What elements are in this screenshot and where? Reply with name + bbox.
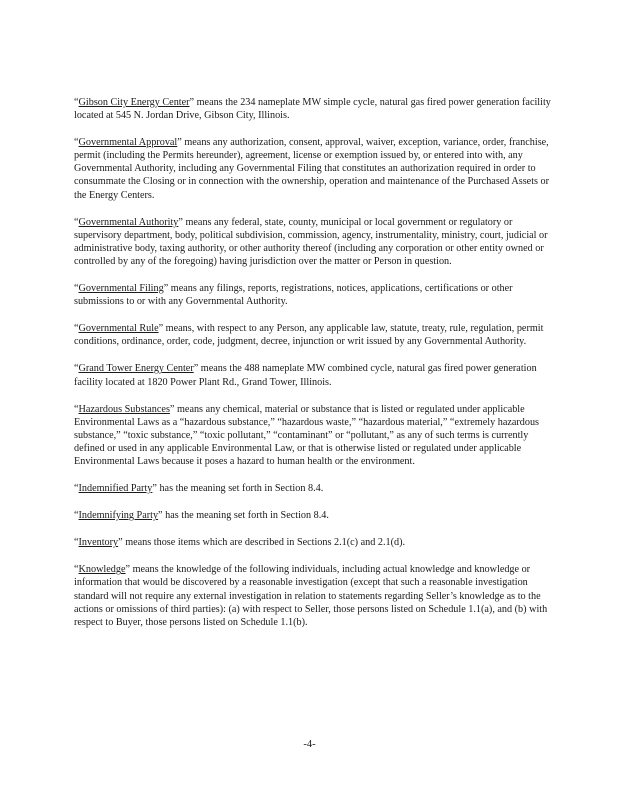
open-quote: “ <box>74 363 79 375</box>
definition-governmental-filing <box>74 282 552 308</box>
definition-indemnifying-party <box>74 509 552 522</box>
definition-gibson-city-energy-center <box>74 96 552 122</box>
close-quote: ” <box>189 97 195 108</box>
definition-governmental-rule <box>74 322 552 348</box>
open-quote: “ <box>74 403 79 415</box>
defined-term: Indemnified Party <box>78 483 153 495</box>
open-quote: “ <box>74 283 79 295</box>
definition-body: means the 488 nameplate MW combined cycle, natural gas fired power generation facility located at 1820 Power Plant Rd., Grand Tower, Illinois. <box>74 363 537 388</box>
definition-body: means the knowledge of the following individuals, including actual knowledge and knowledge or information that would be discovered by a reasonable investigation (except that such a reasonable investigation standard will not require any external investigation in relation to statements regarding Seller’s knowledge as to the actions or omissions of third parties): (a) with respect to Seller, those persons listed on Schedule 1.1(a), and (b) with respect to Buyer, those persons listed on Schedule 1.1(b). <box>74 564 548 628</box>
close-quote: ” <box>163 283 169 295</box>
definition-body: has the meaning set forth in Section 8.4. <box>162 510 329 522</box>
close-quote: ” <box>118 537 123 549</box>
close-quote: ” <box>158 323 164 335</box>
definition-grand-tower-energy-center <box>74 362 552 388</box>
open-quote: “ <box>74 137 79 149</box>
open-quote: “ <box>74 510 79 522</box>
definition-body: means those items which are described in Sections 2.1(c) and 2.1(d). <box>122 537 406 549</box>
close-quote: ” <box>193 363 199 375</box>
defined-term: Indemnifying Party <box>78 510 159 522</box>
open-quote: “ <box>74 537 79 549</box>
open-quote: “ <box>74 564 79 576</box>
definition-governmental-approval <box>74 136 552 201</box>
open-quote: “ <box>74 483 79 495</box>
definition-body: means, with respect to any Person, any applicable law, statute, treaty, rule, regulation, permit conditions, ordinance, order, code, judgment, decree, injunction or writ issued by any Governmental Authority. <box>74 323 544 348</box>
definition-body: has the meaning set forth in Section 8.4. <box>156 483 324 495</box>
definition-body: means the 234 nameplate MW simple cycle, natural gas fired power generation facility located at 545 N. Jordan Drive, Gibson City, Illinois. <box>74 97 551 122</box>
definition-body: means any federal, state, county, municipal or local government or regulatory or supervisory department, body, political subdivision, commission, agency, instrumentality, ministry, court, judicial or administrative body, taxing authority, or other authority thereof (including any corporation or other entity owned or controlled by any of the foregoing) having jurisdiction over the matter or Person in question. <box>74 216 548 267</box>
definition-hazardous-substances <box>74 403 552 468</box>
definition-body: means any filings, reports, registrations, notices, applications, certifications or other submissions to or with any Governmental Authority. <box>74 283 513 308</box>
definition-indemnified-party <box>74 482 552 495</box>
open-quote: “ <box>74 216 79 228</box>
defined-term: Hazardous Substances <box>78 403 170 415</box>
close-quote: ” <box>158 510 163 522</box>
open-quote: “ <box>74 97 79 108</box>
close-quote: ” <box>178 216 183 228</box>
defined-term: Governmental Approval <box>78 137 178 149</box>
close-quote: ” <box>152 483 157 495</box>
page-number: -4- <box>303 739 316 750</box>
close-quote: ” <box>169 403 175 415</box>
definition-body: means any chemical, material or substance that is listed or regulated under applicable Environmental Laws as a “hazardous substance,” “hazardous waste,” “hazardous material,” “extremely hazardous substance,” “toxic substance,” “toxic pollutant,” “contaminant” or “pollutant,” as any of such terms is currently defined or used in any applicable Environmental Law, or that is otherwise listed or regulated under applicable Environmental Laws because it poses a hazard to human health or the environment. <box>74 403 540 467</box>
defined-term: Knowledge <box>78 564 126 576</box>
definition-inventory <box>74 536 552 549</box>
defined-term: Governmental Filing <box>78 283 164 295</box>
definitions-list <box>74 96 552 643</box>
open-quote: “ <box>74 323 79 335</box>
defined-term: Governmental Rule <box>78 323 159 335</box>
definition-body: means any authorization, consent, approval, waiver, exception, variance, order, franchise, permit (including the Permits hereunder), agreement, license or exemption issued by, or entered into with, any Governmental Authority, including any Governmental Filing that constitutes an authorization required in order to consummate the Closing or in connection with the ownership, operation and maintenance of the Purchased Assets or the Energy Centers. <box>74 137 550 201</box>
close-quote: ” <box>177 137 182 149</box>
definition-governmental-authority <box>74 216 552 268</box>
defined-term: Gibson City Energy Center <box>78 97 190 108</box>
defined-term: Inventory <box>78 537 119 549</box>
definition-knowledge <box>74 563 552 628</box>
close-quote: ” <box>125 564 131 576</box>
defined-term: Governmental Authority <box>78 216 179 228</box>
defined-term: Grand Tower Energy Center <box>78 363 194 375</box>
